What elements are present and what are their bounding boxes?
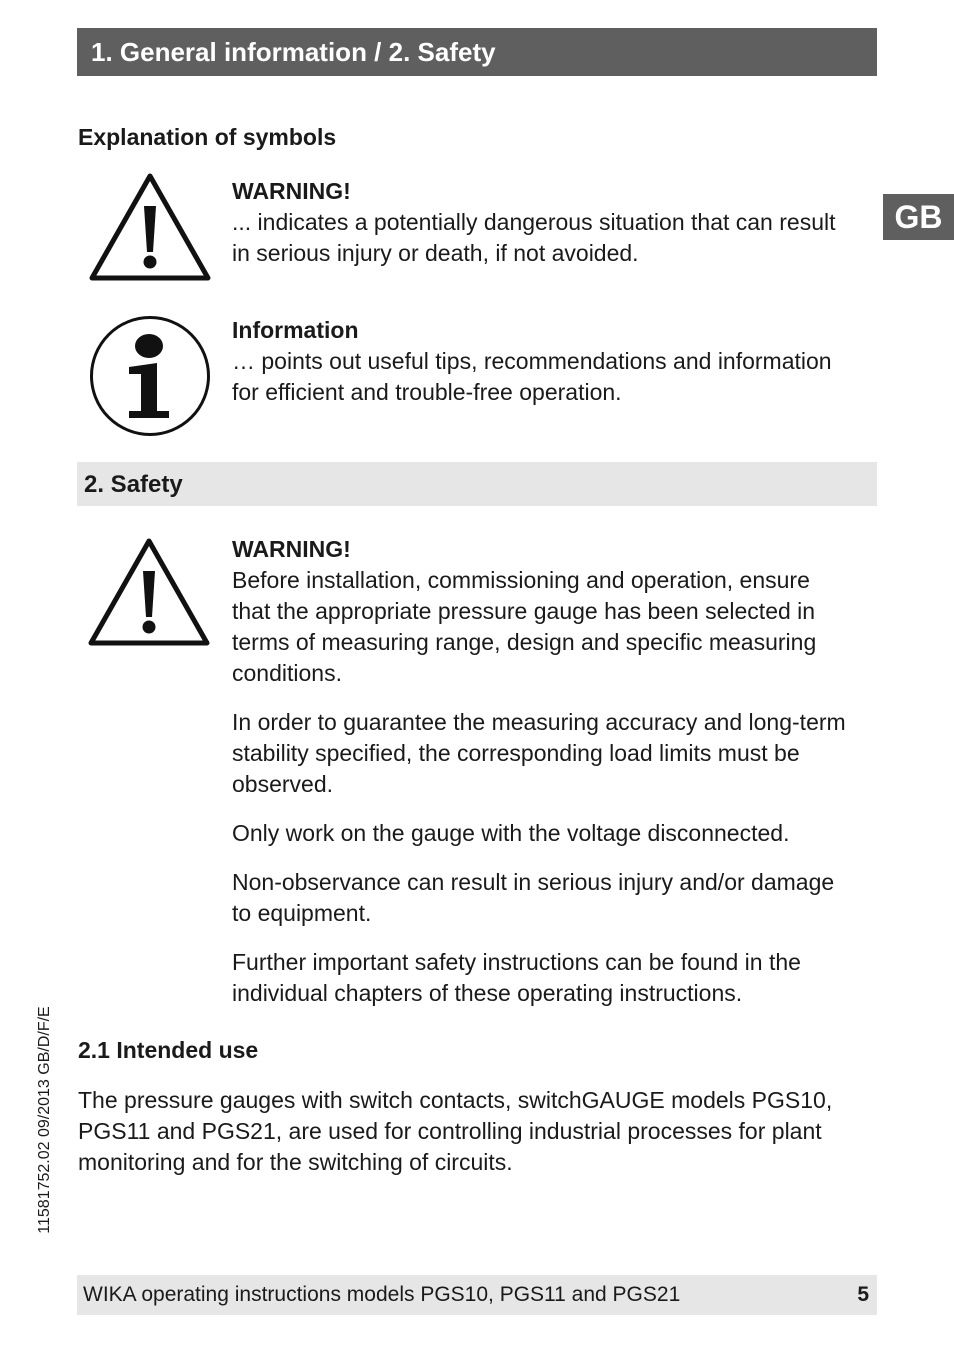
text-line: that the appropriate pressure gauge has been selected in — [232, 598, 816, 624]
text-line: monitoring and for the switching of circuits. — [78, 1149, 513, 1175]
page-footer — [77, 1275, 877, 1315]
safety-warning-title: WARNING! — [232, 536, 351, 562]
safety-paragraph-1 — [232, 565, 872, 689]
warning-triangle-icon — [87, 537, 211, 647]
text-line: individual chapters of these operating instructions. — [232, 980, 743, 1006]
text-line: PGS11 and PGS21, are used for controlling industrial processes for plant — [78, 1118, 822, 1144]
footer-text: WIKA operating instructions models PGS10, PGS11 and PGS21 — [83, 1283, 681, 1306]
text-line: stability specified, the corresponding load limits must be — [232, 740, 800, 766]
safety-paragraph-3 — [232, 818, 872, 849]
text-line: Before installation, commissioning and operation, ensure — [232, 567, 810, 593]
symbols-heading: Explanation of symbols — [78, 124, 337, 150]
text-line: Only work on the gauge with the voltage disconnected. — [232, 820, 790, 846]
intended-use-heading: 2.1 Intended use — [78, 1037, 259, 1063]
document-code-text: 11581752.02 09/2013 GB/D/F/E — [36, 1006, 53, 1234]
symbol-information-title: Information — [232, 317, 359, 343]
symbol-warning-block — [232, 176, 872, 269]
text-line: Further important safety instructions can be found in the — [232, 949, 801, 975]
symbol-warning-line-1: ... indicates a potentially dangerous situation that can result — [232, 209, 836, 235]
symbol-warning-title: WARNING! — [232, 178, 351, 204]
text-line: In order to guarantee the measuring accuracy and long-term — [232, 709, 846, 735]
symbol-information-block — [232, 315, 872, 408]
safety-paragraph-5 — [232, 947, 872, 1009]
text-line: to equipment. — [232, 900, 372, 926]
language-tab: GB — [883, 194, 954, 240]
symbol-information-line-1: … points out useful tips, recommendations and information — [232, 348, 832, 374]
safety-paragraph-4 — [232, 867, 872, 929]
symbol-warning-line-2: in serious injury or death, if not avoided. — [232, 240, 639, 266]
section-heading-safety: 2. Safety — [77, 462, 877, 506]
intended-use-paragraph — [78, 1085, 873, 1178]
safety-paragraph-2 — [232, 707, 872, 800]
page-header: 1. General information / 2. Safety — [77, 28, 877, 76]
text-line: terms of measuring range, design and specific measuring — [232, 629, 817, 655]
text-line: The pressure gauges with switch contacts, switchGAUGE models PGS10, — [78, 1087, 833, 1113]
text-line: Non-observance can result in serious injury and/or damage — [232, 869, 835, 895]
symbol-information-line-2: for efficient and trouble-free operation. — [232, 379, 622, 405]
safety-warning-block — [232, 534, 872, 1009]
info-circle-icon — [89, 315, 211, 437]
text-line: observed. — [232, 771, 334, 797]
warning-triangle-icon — [88, 172, 212, 282]
text-line: conditions. — [232, 660, 342, 686]
page-number: 5 — [857, 1283, 869, 1306]
